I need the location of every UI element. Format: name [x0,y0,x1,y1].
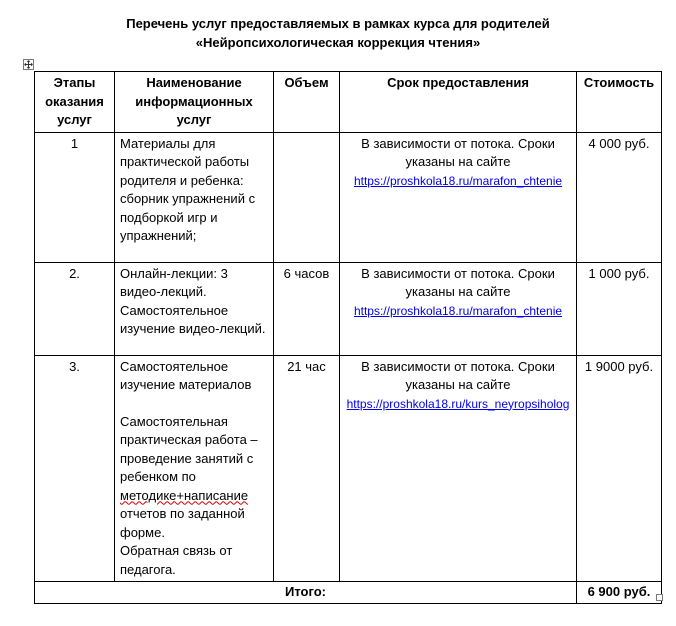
title-line-1: Перечень услуг предоставляемых в рамках курса для родителей [126,16,550,31]
row-stage: 3. [35,355,115,582]
term-text: В зависимости от потока. Сроки указаны на сайте [361,265,555,299]
row-service-name: Материалы для практической работы родителя и ребенка: сборник упражнений с подборкой игр и упражнений; [115,132,274,262]
table-resize-handle[interactable] [656,594,663,601]
row-stage: 2. [35,262,115,355]
table-total-row [35,582,662,604]
header-service-name: Наименование информационных услуг [115,72,274,133]
document-title [0,14,676,52]
row-term [340,132,577,262]
row-volume: 6 часов [274,262,340,355]
table-row [35,262,662,355]
term-text: В зависимости от потока. Сроки указаны на сайте [361,135,555,169]
header-volume: Объем [274,72,340,133]
row-volume: 21 час [274,355,340,582]
row-term [340,355,577,582]
services-table [34,71,662,604]
term-link[interactable]: https://proshkola18.ru/marafon_chtenie [353,303,563,318]
term-link[interactable]: https://proshkola18.ru/marafon_chtenie [353,173,563,188]
term-text: В зависимости от потока. Сроки указаны на сайте [361,358,555,392]
service-name-part-2: Самостоятельная практическая работа – проведение занятий с ребенком по методике+написание отчетов по заданной форме. [120,413,258,540]
table-move-handle-icon[interactable] [23,59,34,70]
row-stage: 1 [35,132,115,262]
total-value: 6 900 руб. [577,582,662,604]
table-header-row [35,72,662,133]
spellcheck-word: методике+написание [120,487,249,503]
row-term [340,262,577,355]
service-name-part-3: Обратная связь от педагога. [120,543,233,577]
row-service-name [115,355,274,582]
title-line-2: «Нейропсихологическая коррекция чтения» [195,35,481,50]
table-row [35,132,662,262]
row-volume [274,132,340,262]
row-cost: 1 000 руб. [577,262,662,355]
row-cost: 4 000 руб. [577,132,662,262]
header-stage: Этапы оказания услуг [35,72,115,133]
header-cost: Стоимость [577,72,662,133]
term-link[interactable]: https://proshkola18.ru/kurs_neyropsiholog [346,396,570,411]
total-label: Итого: [35,582,577,604]
row-cost: 1 9000 руб. [577,355,662,582]
service-name-part-1: Самостоятельное изучение материалов [120,358,252,392]
row-service-name: Онлайн-лекции: 3 видео-лекций. Самостоятельное изучение видео-лекций. [115,262,274,355]
header-term: Срок предоставления [340,72,577,133]
table-row [35,355,662,582]
